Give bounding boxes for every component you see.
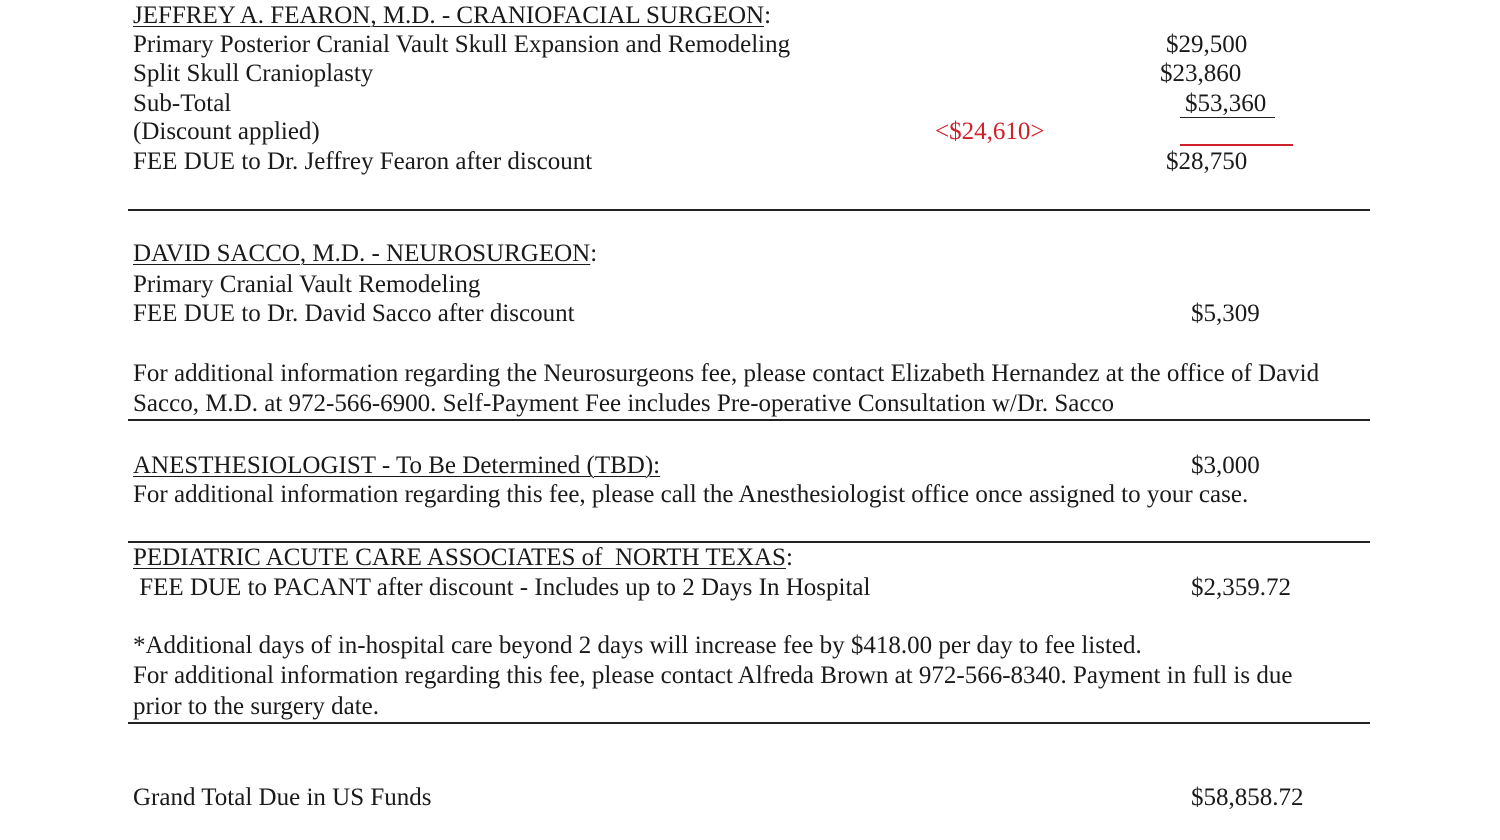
pacant-heading-line [133, 543, 793, 573]
fearon-fee-label: FEE DUE to Dr. Jeffrey Fearon after discount [133, 148, 593, 175]
fearon-heading: JEFFREY A. FEARON, M.D. - CRANIOFACIAL SURGEON [133, 2, 765, 29]
sacco-heading-line [133, 239, 597, 269]
sacco-heading: DAVID SACCO, M.D. - NEUROSURGEON [133, 240, 591, 267]
pacant-heading: PEDIATRIC ACUTE CARE ASSOCIATES of NORTH TEXAS [133, 544, 786, 571]
sacco-note-line1: For additional information regarding the Neurosurgeons fee, please contact Elizabeth Hernandez at the office of David [133, 360, 1320, 387]
sacco-fee-amount: $5,309 [1191, 300, 1260, 327]
fearon-fee-amount: $28,750 [1166, 148, 1248, 175]
fearon-discount-label: (Discount applied) [133, 118, 320, 145]
anesthesiologist-note: For additional information regarding this fee, please call the Anesthesiologist office once assigned to your case. [133, 481, 1249, 508]
anesthesiologist-heading: ANESTHESIOLOGIST - To Be Determined (TBD): [133, 452, 661, 479]
pacant-note-line1: *Additional days of in-hospital care beyond 2 days will increase fee by $418.00 per day to fee listed. [133, 632, 1142, 659]
pacant-fee-amount: $2,359.72 [1191, 574, 1291, 601]
pacant-note-line3: prior to the surgery date. [133, 693, 379, 720]
sacco-fee-label: FEE DUE to Dr. David Sacco after discount [133, 300, 575, 327]
fearon-item1-label: Primary Posterior Cranial Vault Skull Expansion and Remodeling [133, 31, 791, 58]
pacant-heading-suffix: : [785, 544, 793, 571]
anesthesiologist-heading-line [133, 451, 660, 481]
fearon-discount-amount: <$24,610> [935, 118, 1045, 145]
section-divider-1 [128, 209, 1370, 211]
fearon-subtotal-label: Sub-Total [133, 90, 232, 117]
fearon-item2-label: Split Skull Cranioplasty [133, 60, 374, 87]
pacant-fee-label: FEE DUE to PACANT after discount - Includes up to 2 Days In Hospital [133, 574, 871, 601]
section-divider-2 [128, 419, 1370, 421]
anesthesiologist-amount: $3,000 [1191, 452, 1260, 479]
subtotal-underline [1180, 117, 1275, 118]
discount-red-rule [1180, 144, 1293, 146]
grand-total-label: Grand Total Due in US Funds [133, 784, 432, 811]
fearon-item2-amount: $23,860 [1160, 60, 1242, 87]
sacco-heading-suffix: : [590, 240, 598, 267]
pacant-note-line2: For additional information regarding this fee, please contact Alfreda Brown at 972-566-8340. Payment in full is due [133, 662, 1293, 689]
section-divider-4 [128, 722, 1370, 724]
fearon-heading-suffix: : [764, 2, 772, 29]
sacco-note-line2: Sacco, M.D. at 972-566-6900. Self-Payment Fee includes Pre-operative Consultation w/Dr. Sacco [133, 390, 1115, 417]
fearon-heading-line [133, 1, 771, 31]
fearon-item1-amount: $29,500 [1166, 31, 1248, 58]
sacco-item1-label: Primary Cranial Vault Remodeling [133, 271, 481, 298]
fearon-subtotal-amount: $53,360 [1185, 90, 1267, 117]
grand-total-amount: $58,858.72 [1191, 784, 1304, 811]
